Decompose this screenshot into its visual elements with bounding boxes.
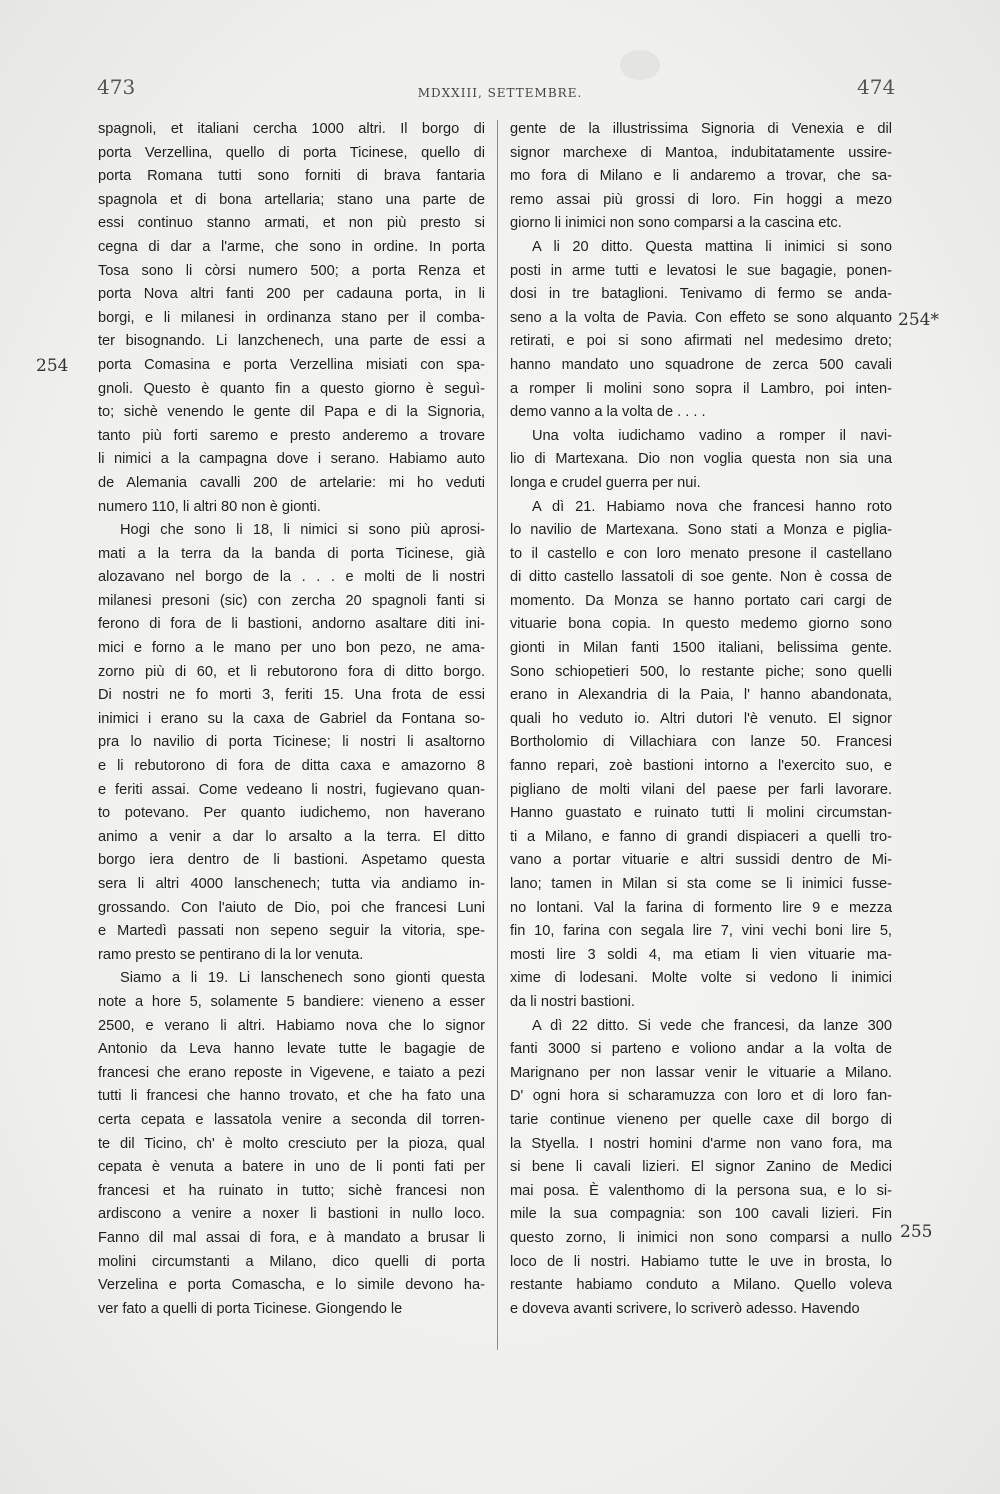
text-line: no lontani. Val la farina di formento lire 9 e mezza [510, 899, 892, 916]
text-line: mici e forno a le mano per uno bon pezo, ne ama- [98, 640, 485, 657]
text-line: Sono schiopetieri 500, lo restante piche; sono quelli [510, 663, 892, 680]
text-line: milanesi presoni (sic) con zercha 20 spagnoli fanti si [98, 592, 485, 609]
text-line: posti in arme tutti e levatosi le sue bagagie, ponen- [510, 262, 892, 279]
text-line: numero 110, li altri 80 non è gionti. [98, 498, 321, 515]
text-line: giorno li inimici non sono comparsi a la cascina etc. [510, 215, 842, 232]
margin-note-254-star-right: 254* [898, 310, 939, 330]
text-line: gionti in Milan fanti 1500 italiani, belissima gente. [510, 640, 892, 657]
text-line: mo fora di Milano e li andaremo a trovar, che sa- [510, 168, 892, 185]
text-line: A dì 21. Habiamo nova che francesi hanno roto [532, 498, 892, 515]
text-line: remo assai più grossi di loro. Fin hoggi a mezo [510, 191, 892, 208]
text-line: cegna di dar a l'arme, che sono in ordine. In porta [98, 238, 485, 255]
text-line: ter bisognando. Li lanzchenech, una parte de essi a [98, 333, 485, 350]
text-line: Hanno guastato e ruinato tutti li molini circumstan- [510, 805, 892, 822]
text-line: animo a venir a dar lo arsalto a la terra. El ditto [98, 828, 485, 845]
text-line: e li rebutorono di fora de ditta caxa e amazorno 8 [98, 758, 485, 775]
text-line: Una volta iudichamo vadino a romper il navi- [532, 427, 892, 444]
text-line: lano; tamen in Milan si sta come se li inimici fusse- [510, 876, 892, 892]
text-line: to; sichè venendo le gente dil Papa e di la Signoria, [98, 404, 485, 421]
left-column [98, 118, 485, 1321]
text-line: pra lo navilio di porta Ticinese; li nostri li asaltorno [98, 734, 485, 751]
text-line: borgi, e li milanesi in ordinanza stano per il comba- [98, 309, 485, 326]
text-line: signor marchexe di Mantoa, indubitatamente ussire- [510, 144, 892, 161]
paper-stain [620, 50, 660, 80]
text-line: questo zorno, li inimici non sono comparsi a nullo [510, 1229, 892, 1246]
text-line: ti a Milano, e fanno di grandi dispiaceri a quelli tro- [510, 828, 892, 845]
text-line: te dil Ticino, ch' è molto cresciuto per la pioza, qual [98, 1135, 485, 1152]
text-line: mile la sua compagnia: son 100 cavali lizieri. Fin [510, 1206, 892, 1223]
text-line: grossando. Con l'aiuto de Dio, poi che francesi Luni [98, 899, 485, 916]
text-line: tarie continue vieneno per quelle caxe dil borgo di [510, 1111, 892, 1128]
text-line: momento. Da Monza se hanno portato cari cargi de [510, 592, 892, 609]
text-line: fanti 3000 si parteno e voliono andar a la volta de [510, 1041, 892, 1058]
text-line: li nimici a la campagna dove i serano. Habiamo auto [98, 451, 485, 468]
text-line: Bortholomio di Villachiara con lanze 50. Francesi [510, 734, 892, 751]
text-line: zorno più di 60, et li rebutorono fora di ditto borgo. [98, 663, 485, 680]
text-line: A dì 22 ditto. Si vede che francesi, da lanze 300 [532, 1017, 892, 1034]
text-line: quali ho veduto io. Altri dutori l'è venuto. El signor [510, 710, 892, 727]
text-line: Fanno dil mal assai di fora, e à mandato a brusar li [98, 1229, 485, 1246]
text-line: 2500, e verano li altri. Habiamo nova che lo signor [98, 1017, 485, 1034]
text-line: alozavano nel borgo de la . . . e molti de li nostri [98, 569, 485, 586]
text-line: pigliano de molti vilani del paese per farli lavorare. [510, 781, 892, 798]
column-divider [497, 120, 498, 1350]
text-line: loco de li nostri. Habiamo tutte le uve in brosta, lo [510, 1253, 892, 1270]
text-line: to il castello e con loro menato presone il castellano [510, 545, 892, 562]
text-line: porta Nova altri fanti 200 per cadauna porta, in li [98, 286, 485, 303]
text-line: fanno repari, zoè bastioni intorno a l'exercito suo, e [510, 758, 892, 775]
text-line: ferono di fora de li bastioni, andorno asaltare diti ini- [98, 616, 485, 633]
text-line: gnoli. Questo è quanto fin a questo giorno è seguì- [98, 380, 485, 397]
text-line: molini circumstanti a Milano, dico quelli di porta [98, 1253, 485, 1270]
text-line: erano in Alexandria di la Paia, l' hanno abandonata, [510, 687, 892, 704]
text-line: ardiscono a venire a noxer li bastioni in nullo loco. [98, 1206, 485, 1223]
text-line: inimici i erano su la caxa de Gabriel da Fontana so- [98, 710, 485, 727]
text-line: hanno mandato uno squadrone de zerca 500 cavali [510, 356, 892, 373]
text-line: spagnola et di bona artellaria; stano una parte de [98, 191, 485, 208]
text-line: Hogi che sono li 18, li nimici si sono più aprosi- [120, 522, 485, 539]
text-line: xime di lodesani. Molte volte si vedono li inimici [510, 970, 892, 987]
text-line: mosti lire 3 soldi 4, ma etiam li vien vituarie ma- [510, 946, 892, 963]
text-line: ver fato a quelli di porta Ticinese. Giongendo le [98, 1300, 403, 1317]
text-line: Verzelina e porta Comascha, e lo simile devono ha- [98, 1277, 485, 1294]
text-line: si bene li cavali lizieri. El signor Zanino de Medici [510, 1159, 892, 1176]
text-line: dosi in tre bataglioni. Tenivamo di fermo se anda- [510, 286, 892, 303]
text-line: lio di Martexana. Dio non voglia questa non sia una [510, 451, 892, 468]
text-line: a romper li molini sono sopra il Lambro, poi inten- [510, 380, 892, 397]
text-line: A li 20 ditto. Questa mattina li inimici si sono [532, 238, 892, 255]
text-line: de Alemania cavalli 200 de artelarie: mi ho veduti [98, 474, 485, 491]
text-line: longa e crudel guerra per nui. [510, 474, 701, 491]
text-line: cepata è venuta a batere in uno de li ponti fati per [98, 1159, 485, 1176]
text-line: gente de la illustrissima Signoria di Venexia e dil [510, 121, 892, 137]
text-line: Marignano per non lassar venir le vituarie a Milano. [510, 1064, 892, 1081]
text-line: D' ogni hora si scharamuzza con loro et di loro fan- [510, 1088, 892, 1105]
text-line: tutti li francesi che hanno trovato, et che ha fato una [98, 1088, 485, 1105]
text-line: essi continuo stanno armati, et non più presto si [98, 215, 485, 232]
text-line: Antonio da Leva hanno levate tutte le bagagie de [98, 1041, 485, 1058]
text-line: francesi et ha ruinato in tutto; sichè francesi non [98, 1182, 485, 1199]
text-line: Tosa sono li còrsi numero 500; a porta Renza et [98, 262, 485, 279]
text-line: mai posa. È valenthomo di la persona sua, e lo si- [510, 1182, 892, 1199]
running-head: MDXXIII, SETTEMBRE. [417, 86, 583, 100]
text-line: demo vanno a la volta de . . . . [510, 404, 706, 421]
margin-note-255-right: 255 [900, 1222, 933, 1242]
text-line: porta Verzellina, quello di porta Ticinese, quello di [98, 144, 485, 161]
text-line: to potevano. Per quanto iudichemo, non haverano [98, 805, 485, 822]
text-line: vituarie bona copia. In questo medemo giorno sono [510, 616, 892, 633]
text-line: restante habiamo conduto a Milano. Quello voleva [510, 1277, 892, 1294]
page-number-left: 473 [97, 75, 136, 99]
text-line: di ditto castello lassatoli di soe gente. Non è cossa de [510, 569, 892, 586]
text-line: fin 10, farina con segala lire 7, vini vechi boni lire 5, [510, 923, 892, 940]
text-line: certa cepata e lassatola venire a seconda dil torren- [98, 1111, 485, 1128]
text-line: borgo iera dentro de li bastioni. Aspetamo questa [98, 852, 485, 869]
text-line: ramo presto se pentirano di la lor venuta. [98, 946, 364, 963]
text-line: tanto più forti saremo e presto anderemo a trovare [98, 427, 485, 444]
text-line: sera li altri 4000 lanschenech; tutta via andiamo in- [98, 876, 485, 892]
text-line: lo navilio de Martexana. Sono stati a Monza e piglia- [510, 522, 892, 539]
margin-note-254-left: 254 [36, 356, 69, 376]
text-line: e feriti assai. Come vedeano li nostri, fugievano quan- [98, 781, 485, 798]
text-line: porta Comasina e porta Verzellina misiati con spa- [98, 356, 485, 373]
text-line: Siamo a li 19. Li lanschenech sono gionti questa [120, 970, 485, 987]
text-line: spagnoli, et italiani cercha 1000 altri. Il borgo di [98, 121, 485, 137]
text-line: seno a la volta de Pavia. Con effeto se sono alquanto [510, 309, 892, 326]
text-line: e doveva avanti scrivere, lo scriverò adesso. Havendo [510, 1300, 860, 1317]
text-line: la Styella. I nostri homini d'arme non vano fora, ma [510, 1135, 892, 1152]
text-line: mati a la terra da la banda di porta Ticinese, già [98, 545, 485, 562]
text-line: Di nostri ne fo morti 3, feriti 15. Una frota de essi [98, 687, 485, 704]
page-number-right: 474 [857, 75, 896, 99]
right-column [510, 118, 892, 1321]
text-line: retirati, e poi si sono afirmati nel medesimo dreto; [510, 333, 892, 350]
text-line: da li nostri bastioni. [510, 993, 635, 1010]
text-line: e Martedì passati non sepeno seguir la vitoria, spe- [98, 923, 485, 940]
text-line: note a hore 5, solamente 5 bandiere: vieneno a esser [98, 993, 485, 1010]
text-line: vano a portar vituarie e altri sussidi dentro de Mi- [510, 852, 892, 869]
text-line: porta Romana tutti sono forniti di brava fantaria [98, 168, 485, 185]
text-line: francesi che erano reposte in Vigevene, e taiato a pezi [98, 1064, 485, 1081]
